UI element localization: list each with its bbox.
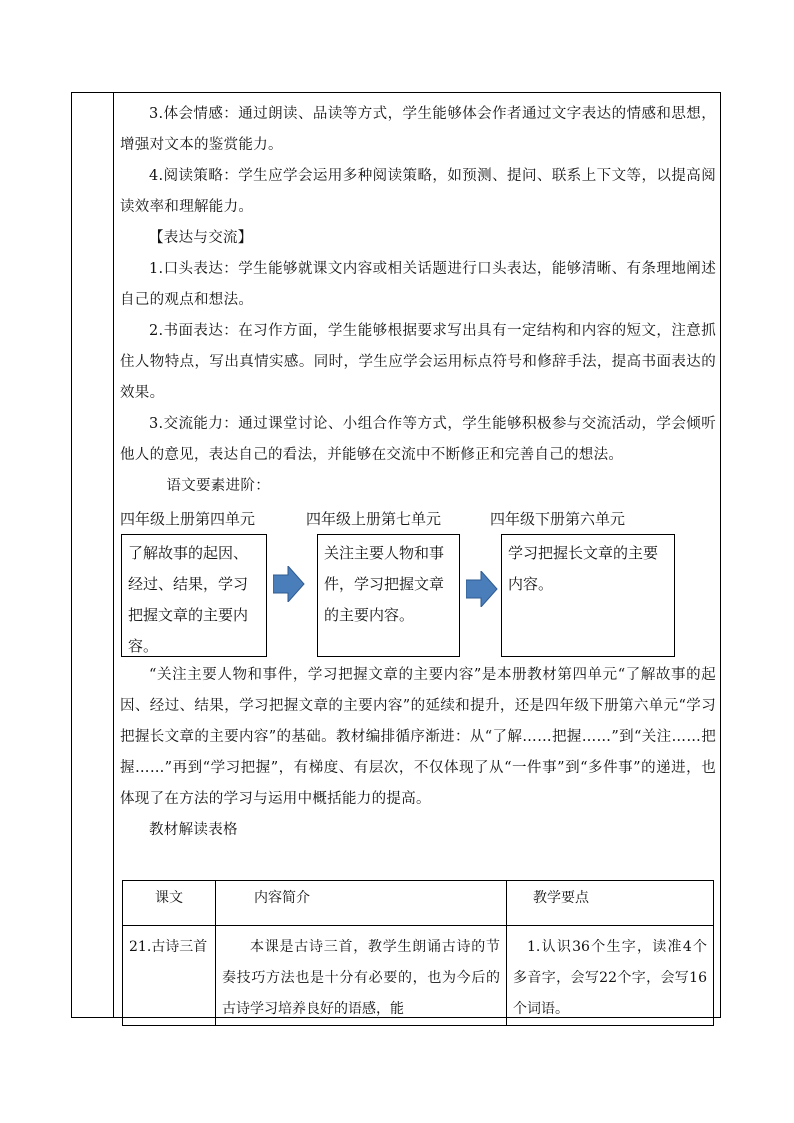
paragraph-written: 2.书面表达：在习作方面，学生能够根据要求写出具有一定结构和内容的短文，注意抓住人物特点，写出真情实感。同时，学生应学会运用标点符号和修辞手法，提高书面表达的效果。: [120, 323, 716, 401]
cell-summary: 本课是古诗三首，教学生朗诵古诗的节奏技巧方法也是十分有必要的，也为今后的古诗学习培养良好的语感，能: [216, 926, 507, 1026]
table-header-row: [123, 881, 714, 926]
content-area: [120, 99, 716, 846]
progression-flow: [120, 532, 716, 660]
progression-box-3: 学习把握长文章的主要内容。: [501, 534, 675, 657]
arrow-shape: [466, 571, 497, 607]
progression-box-2: 关注主要人物和事件，学习把握文章的主要内容。: [317, 534, 460, 657]
section-heading: 【表达与交流】: [149, 230, 253, 246]
reading-table: [122, 880, 714, 1026]
paragraph-strategy: 4.阅读策略：学生应学会运用多种阅读策略，如预测、提问、联系上下文等，以提高阅读效率和理解能力。: [120, 168, 716, 215]
header-summary: 内容简介: [216, 881, 507, 926]
grade-labels: [120, 504, 716, 532]
table-title: 教材解读表格: [149, 822, 238, 838]
right-arrow-icon: [273, 566, 305, 602]
outer-frame: [71, 92, 721, 1018]
header-points: 教学要点: [507, 881, 714, 926]
progression-box-1: 了解故事的起因、经过、结果，学习把握文章的主要内容。: [121, 534, 267, 657]
grade-label-2: 四年级上册第七单元: [306, 510, 442, 528]
summary-paragraph: “关注主要人物和事件，学习把握文章的主要内容”是本册教材第四单元“了解故事的起因、经过、结果，学习把握文章的主要内容”的延续和提升，还是四年级下册第六单元“学习把握长文章的主要内容”的基础。教材编排循序渐进：从“了解……把握……”到“关注……把握……”再到“学习把握”，有梯度、有层次，不仅体现了从“一件事”到“多件事”的递进，也体现了在方法的学习与运用中概括能力的提高。: [120, 667, 716, 807]
paragraph-communication: 3.交流能力：通过课堂讨论、小组合作等方式，学生能够积极参与交流活动，学会倾听他人的意见，表达自己的看法，并能够在交流中不断修正和完善自己的想法。: [120, 416, 716, 463]
cell-lesson: 21.古诗三首: [123, 926, 216, 1026]
right-arrow-icon: [466, 571, 498, 607]
paragraph-oral: 1.口头表达：学生能够就课文内容或相关话题进行口头表达，能够清晰、有条理地阐述自己的观点和想法。: [120, 261, 716, 308]
left-column-divider: [113, 93, 114, 1017]
progression-title: 语文要素进阶：: [166, 478, 270, 494]
table-row: [123, 926, 714, 1026]
paragraph-feeling: 3.体会情感：通过朗读、品读等方式，学生能够体会作者通过文字表达的情感和思想，增强对文本的鉴赏能力。: [120, 106, 716, 153]
grade-label-3: 四年级下册第六单元: [490, 510, 626, 528]
header-lesson: 课文: [123, 881, 216, 926]
grade-label-1: 四年级上册第四单元: [120, 510, 256, 528]
cell-points: 1.认识36个生字，读准4个多音字，会写22个字，会写16个词语。: [507, 926, 714, 1026]
arrow-shape: [273, 566, 304, 602]
